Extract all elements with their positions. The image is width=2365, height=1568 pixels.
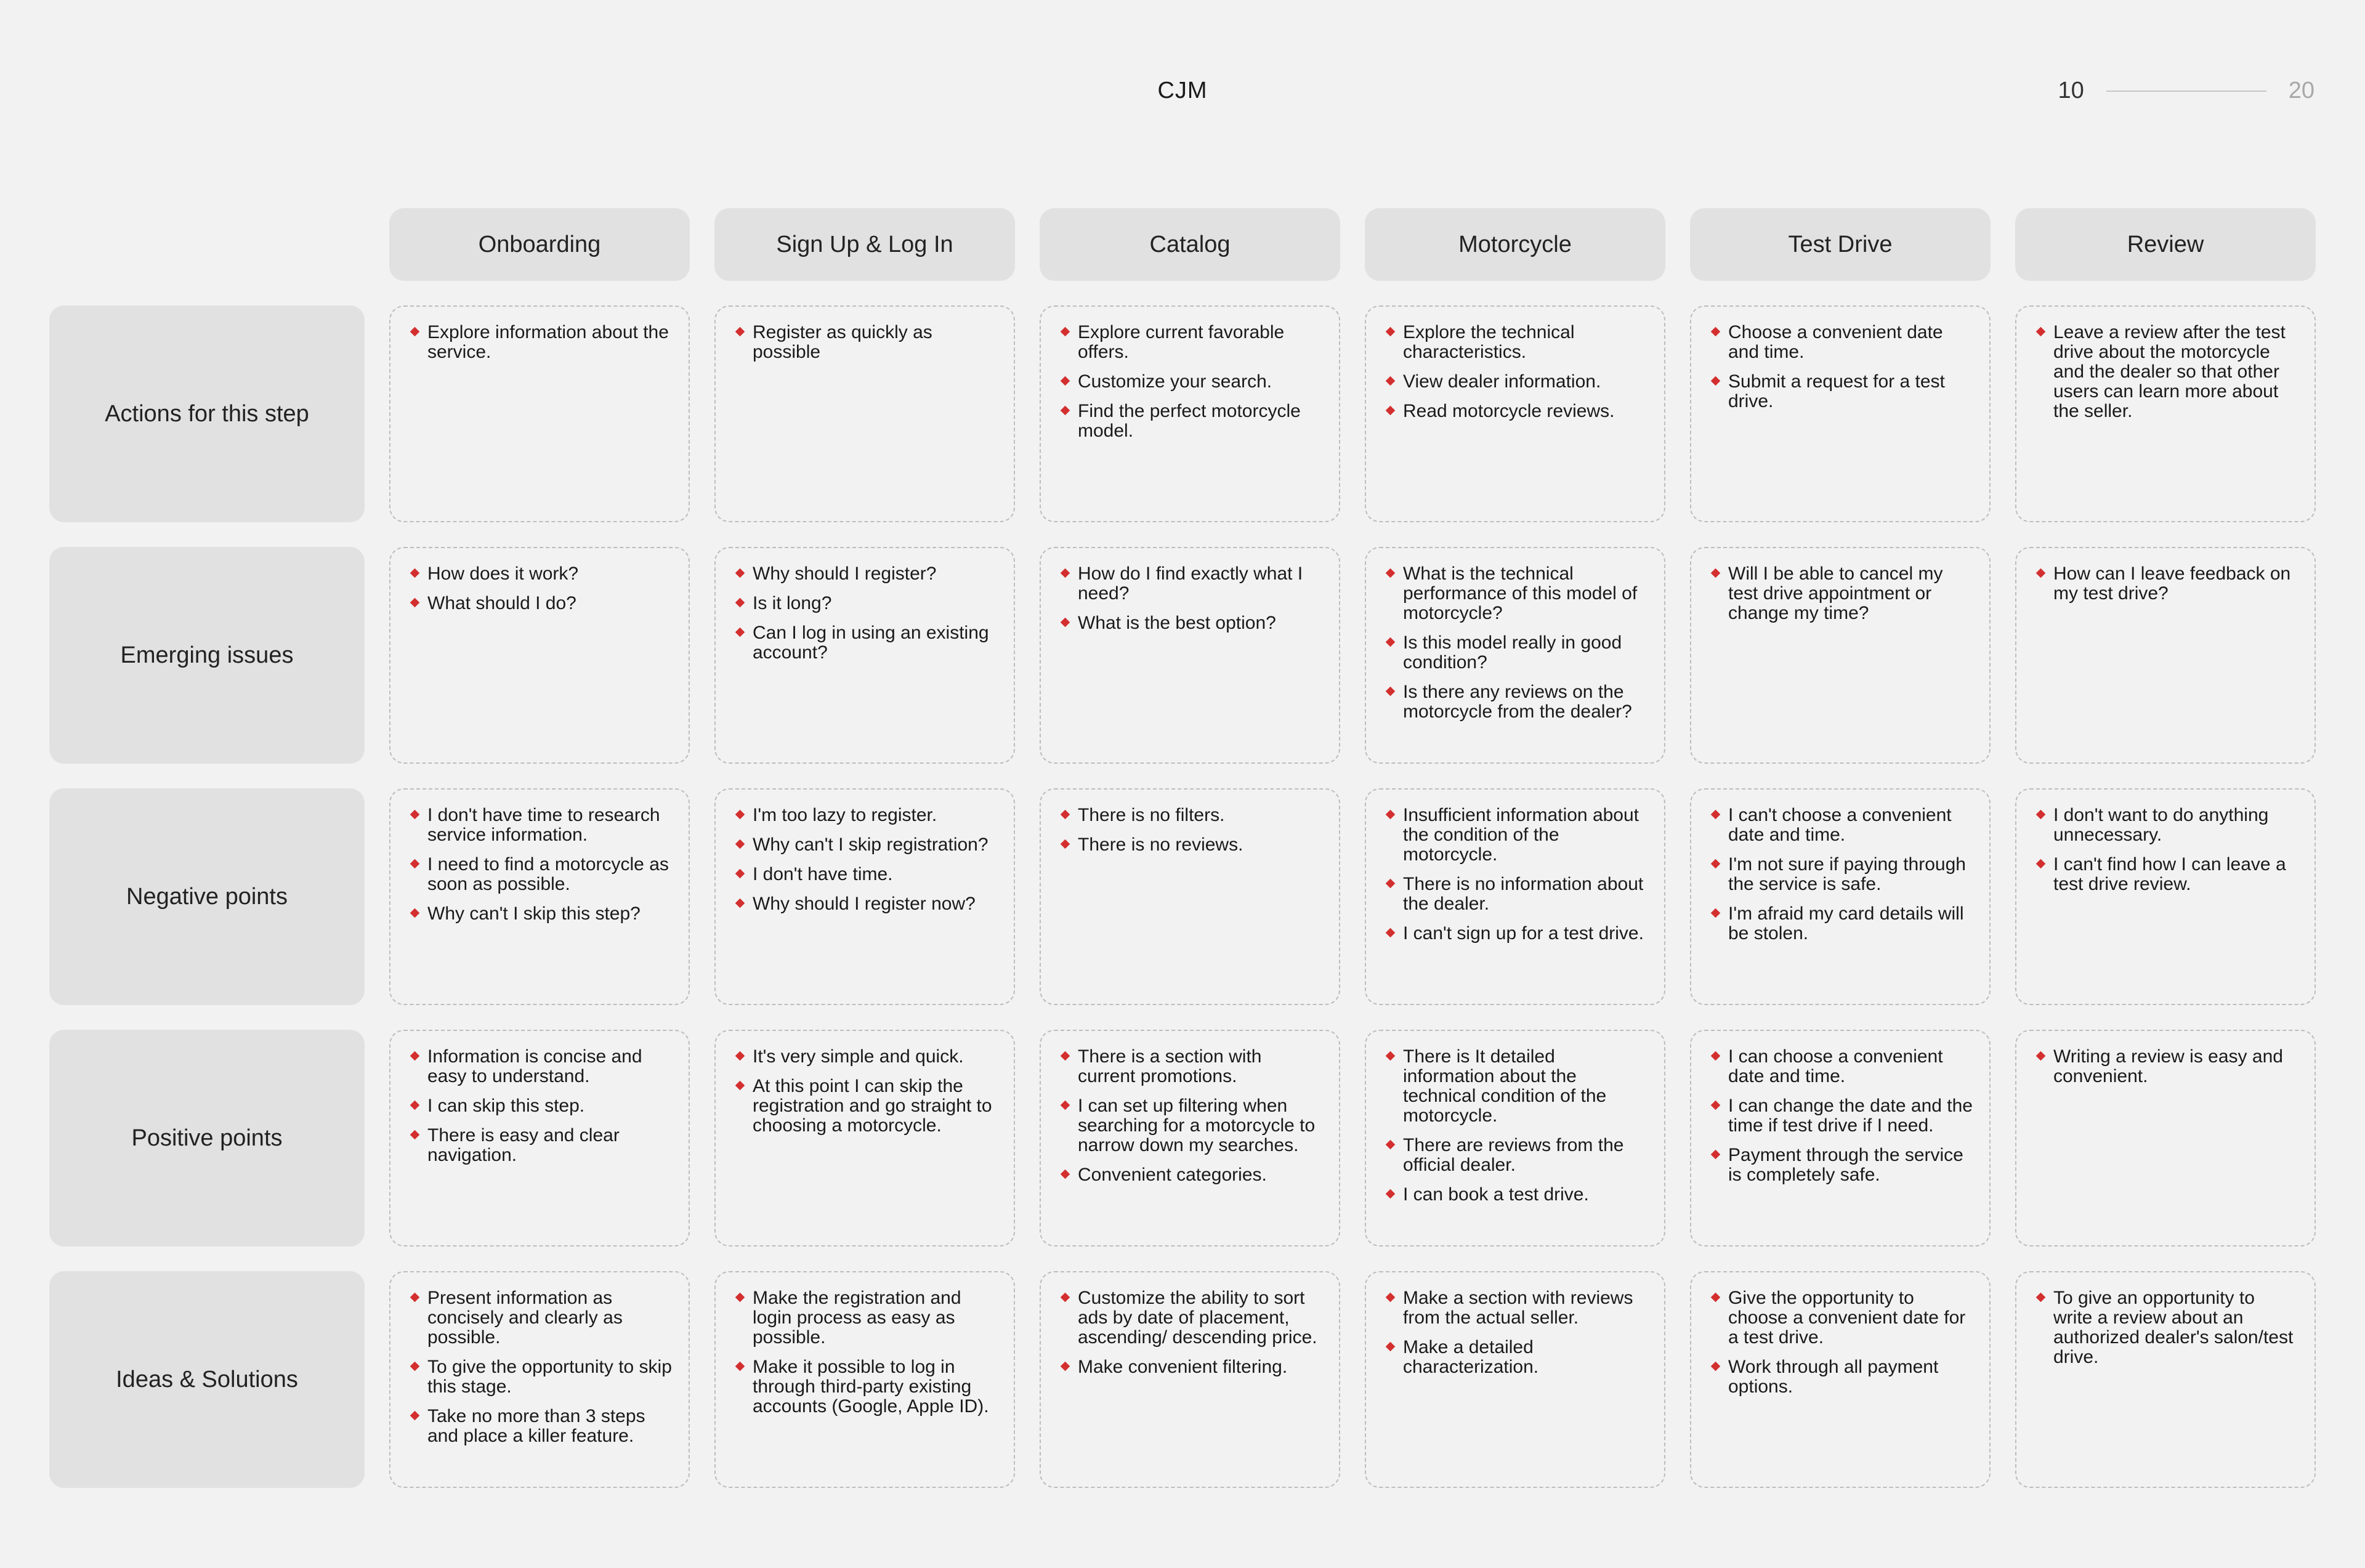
- bullet-item: Present information as concisely and clearly as possible.: [410, 1288, 673, 1348]
- cjm-cell: [1040, 1030, 1340, 1247]
- bullet-item: Writing a review is easy and convenient.: [2036, 1047, 2298, 1086]
- bullet-item: To give an opportunity to write a review about an authorized dealer's salon/test drive.: [2036, 1288, 2298, 1367]
- bullet-list: [735, 1047, 998, 1136]
- bullet-item: Leave a review after the test drive about the motorcycle and the dealer so that other users can learn more about the seller.: [2036, 323, 2298, 421]
- stage-header: Sign Up & Log In: [714, 208, 1015, 281]
- bullet-item: Can I log in using an existing account?: [735, 623, 998, 663]
- bullet-item: Why can't I skip registration?: [735, 835, 998, 855]
- cjm-cell: [1365, 305, 1665, 522]
- bullet-item: Customize the ability to sort ads by date of placement, ascending/ descending price.: [1061, 1288, 1323, 1348]
- bullet-item: Make convenient filtering.: [1061, 1357, 1323, 1377]
- bullet-item: I'm not sure if paying through the service is safe.: [1711, 855, 1973, 894]
- page-indicator: [2058, 78, 2314, 104]
- bullet-item: There is It detailed information about the technical condition of the motorcycle.: [1386, 1047, 1648, 1126]
- cjm-cell: [1690, 547, 1991, 764]
- bullet-item: Choose a convenient date and time.: [1711, 323, 1973, 362]
- bullet-item: What should I do?: [410, 594, 673, 613]
- bullet-list: [1386, 1288, 1648, 1377]
- page-title: CJM: [1157, 78, 1208, 103]
- bullet-item: Make a section with reviews from the actual seller.: [1386, 1288, 1648, 1328]
- bullet-item: Make it possible to log in through third-party existing accounts (Google, Apple ID).: [735, 1357, 998, 1416]
- stage-header: Test Drive: [1690, 208, 1991, 281]
- bullet-item: Take no more than 3 steps and place a killer feature.: [410, 1407, 673, 1446]
- cjm-cell: [714, 1271, 1015, 1488]
- cjm-cell: [1365, 547, 1665, 764]
- bullet-item: Customize your search.: [1061, 372, 1323, 392]
- bullet-item: I don't want to do anything unnecessary.: [2036, 806, 2298, 845]
- bullet-item: Make the registration and login process as easy as possible.: [735, 1288, 998, 1348]
- cjm-cell: [2015, 788, 2316, 1005]
- bullet-list: [1061, 806, 1323, 855]
- bullet-item: How can I leave feedback on my test drive?: [2036, 564, 2298, 604]
- bullet-list: [1711, 1288, 1973, 1397]
- stage-header: Motorcycle: [1365, 208, 1665, 281]
- bullet-list: [410, 1047, 673, 1165]
- bullet-item: How does it work?: [410, 564, 673, 584]
- bullet-item: Why should I register now?: [735, 894, 998, 914]
- bullet-item: Give the opportunity to choose a convenient date for a test drive.: [1711, 1288, 1973, 1348]
- bullet-list: [735, 323, 998, 362]
- bullet-item: Explore current favorable offers.: [1061, 323, 1323, 362]
- cjm-cell: [389, 1030, 690, 1247]
- bullet-list: [2036, 806, 2298, 894]
- bullet-item: To give the opportunity to skip this stage.: [410, 1357, 673, 1397]
- bullet-item: Work through all payment options.: [1711, 1357, 1973, 1397]
- cjm-cell: [1690, 1271, 1991, 1488]
- cjm-cell: [1040, 788, 1340, 1005]
- row-header: Negative points: [49, 788, 365, 1005]
- bullet-item: There is no filters.: [1061, 806, 1323, 825]
- bullet-item: Insufficient information about the condition of the motorcycle.: [1386, 806, 1648, 865]
- bullet-list: [1386, 564, 1648, 722]
- cjm-cell: [389, 305, 690, 522]
- bullet-item: Will I be able to cancel my test drive appointment or change my time?: [1711, 564, 1973, 623]
- bullet-item: I can choose a convenient date and time.: [1711, 1047, 1973, 1086]
- page-total: 20: [2288, 78, 2314, 103]
- cjm-cell: [1040, 1271, 1340, 1488]
- bullet-item: Make a detailed characterization.: [1386, 1338, 1648, 1377]
- grid-corner: [49, 208, 365, 281]
- bullet-item: Why can't I skip this step?: [410, 904, 673, 924]
- bullet-list: [2036, 564, 2298, 604]
- cjm-cell: [714, 788, 1015, 1005]
- cjm-cell: [2015, 1030, 2316, 1247]
- bullet-item: I don't have time to research service information.: [410, 806, 673, 845]
- bullet-item: I can't find how I can leave a test drive review.: [2036, 855, 2298, 894]
- bullet-list: [1711, 806, 1973, 944]
- cjm-cell: [1040, 305, 1340, 522]
- row-header: Ideas & Solutions: [49, 1271, 365, 1488]
- cjm-cell: [1365, 788, 1665, 1005]
- bullet-item: Is there any reviews on the motorcycle from the dealer?: [1386, 682, 1648, 722]
- bullet-list: [410, 1288, 673, 1446]
- cjm-cell: [2015, 1271, 2316, 1488]
- bullet-list: [410, 323, 673, 362]
- bullet-item: View dealer information.: [1386, 372, 1648, 392]
- bullet-item: How do I find exactly what I need?: [1061, 564, 1323, 604]
- bullet-list: [1711, 323, 1973, 411]
- bullet-item: Is it long?: [735, 594, 998, 613]
- row-header: Actions for this step: [49, 305, 365, 522]
- bullet-list: [1711, 564, 1973, 623]
- bullet-item: I can set up filtering when searching for a motorcycle to narrow down my searches.: [1061, 1096, 1323, 1155]
- bullet-item: I'm afraid my card details will be stolen.: [1711, 904, 1973, 944]
- bullet-item: I can't sign up for a test drive.: [1386, 924, 1648, 944]
- bullet-list: [2036, 323, 2298, 421]
- bullet-item: There is no information about the dealer.: [1386, 875, 1648, 914]
- cjm-cell: [2015, 547, 2316, 764]
- cjm-grid: [49, 208, 2316, 1488]
- bullet-list: [410, 564, 673, 613]
- bullet-list: [2036, 1047, 2298, 1086]
- cjm-cell: [389, 788, 690, 1005]
- row-header: Emerging issues: [49, 547, 365, 764]
- bullet-list: [1386, 1047, 1648, 1205]
- bullet-list: [735, 806, 998, 914]
- bullet-item: I need to find a motorcycle as soon as possible.: [410, 855, 673, 894]
- bullet-list: [1061, 1288, 1323, 1377]
- cjm-cell: [714, 1030, 1015, 1247]
- bullet-item: Explore the technical characteristics.: [1386, 323, 1648, 362]
- bullet-list: [1386, 806, 1648, 944]
- bullet-list: [1711, 1047, 1973, 1185]
- bullet-item: I can change the date and the time if test drive if I need.: [1711, 1096, 1973, 1136]
- cjm-cell: [1690, 1030, 1991, 1247]
- bullet-item: Convenient categories.: [1061, 1165, 1323, 1185]
- bullet-item: I can skip this step.: [410, 1096, 673, 1116]
- bullet-item: There is easy and clear navigation.: [410, 1126, 673, 1165]
- bullet-item: There are reviews from the official dealer.: [1386, 1136, 1648, 1175]
- bullet-list: [735, 1288, 998, 1416]
- cjm-cell: [1040, 547, 1340, 764]
- bullet-item: I'm too lazy to register.: [735, 806, 998, 825]
- stage-header: Onboarding: [389, 208, 690, 281]
- stage-header: Catalog: [1040, 208, 1340, 281]
- bullet-item: What is the technical performance of this model of motorcycle?: [1386, 564, 1648, 623]
- bullet-list: [1061, 564, 1323, 633]
- bullet-item: Read motorcycle reviews.: [1386, 402, 1648, 421]
- cjm-cell: [2015, 305, 2316, 522]
- bullet-item: At this point I can skip the registration and go straight to choosing a motorcycle.: [735, 1077, 998, 1136]
- stage-header: Review: [2015, 208, 2316, 281]
- cjm-cell: [389, 547, 690, 764]
- bullet-item: Register as quickly as possible: [735, 323, 998, 362]
- cjm-cell: [389, 1271, 690, 1488]
- cjm-cell: [714, 305, 1015, 522]
- bullet-item: Submit a request for a test drive.: [1711, 372, 1973, 411]
- bullet-item: There is no reviews.: [1061, 835, 1323, 855]
- bullet-item: Payment through the service is completely safe.: [1711, 1146, 1973, 1185]
- bullet-item: Information is concise and easy to understand.: [410, 1047, 673, 1086]
- page-current: 10: [2058, 78, 2084, 103]
- bullet-list: [2036, 1288, 2298, 1367]
- cjm-cell: [1690, 305, 1991, 522]
- bullet-item: What is the best option?: [1061, 613, 1323, 633]
- bullet-item: Explore information about the service.: [410, 323, 673, 362]
- cjm-cell: [714, 547, 1015, 764]
- bullet-item: I can't choose a convenient date and time.: [1711, 806, 1973, 845]
- bullet-list: [1386, 323, 1648, 421]
- cjm-cell: [1365, 1030, 1665, 1247]
- bullet-item: Find the perfect motorcycle model.: [1061, 402, 1323, 441]
- cjm-cell: [1365, 1271, 1665, 1488]
- bullet-item: There is a section with current promotions.: [1061, 1047, 1323, 1086]
- bullet-list: [735, 564, 998, 663]
- row-header: Positive points: [49, 1030, 365, 1247]
- bullet-list: [1061, 1047, 1323, 1185]
- page-divider-line: [2106, 91, 2266, 92]
- bullet-item: I can book a test drive.: [1386, 1185, 1648, 1205]
- bullet-list: [1061, 323, 1323, 441]
- bullet-item: It's very simple and quick.: [735, 1047, 998, 1067]
- bullet-item: Is this model really in good condition?: [1386, 633, 1648, 673]
- bullet-item: I don't have time.: [735, 865, 998, 884]
- bullet-list: [410, 806, 673, 924]
- bullet-item: Why should I register?: [735, 564, 998, 584]
- cjm-cell: [1690, 788, 1991, 1005]
